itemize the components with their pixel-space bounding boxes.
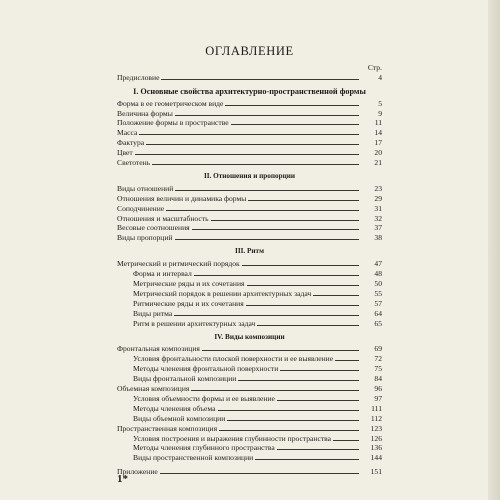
toc-entry [117, 147, 382, 157]
toc-entry [117, 232, 382, 242]
toc-entry [117, 433, 382, 443]
printer-signature-mark: 1* [117, 473, 128, 485]
toc-entry-page: 20 [374, 148, 382, 158]
toc-entry-page: 21 [374, 158, 382, 168]
toc-entry-page: 111 [371, 403, 382, 413]
section-heading: II. Отношения и пропорции [203, 172, 296, 181]
toc-entry-label: Фактура [117, 138, 145, 148]
toc-entry-page: 151 [370, 467, 382, 477]
dotted-leader [160, 473, 359, 474]
toc-entry [117, 183, 382, 193]
dotted-leader [202, 350, 359, 351]
toc-entry-label: Методы членения глубинного пространства [133, 443, 275, 453]
toc-entry [117, 423, 382, 433]
toc-sections [117, 87, 382, 463]
toc-entry-page: 31 [374, 203, 382, 213]
toc-entry-page: 5 [378, 98, 382, 108]
toc-entry [117, 298, 382, 308]
toc-entry [117, 452, 382, 462]
toc-entry [117, 203, 382, 213]
toc-entry-page: 4 [378, 72, 382, 82]
toc-entry [117, 193, 382, 203]
toc-entry [117, 98, 382, 108]
toc-entry-page: 38 [374, 233, 382, 243]
toc-entry-page: 50 [374, 279, 382, 289]
dotted-leader [227, 420, 359, 421]
toc-entry-label: Объемная композиция [117, 384, 190, 394]
toc-entry-page: 23 [374, 183, 382, 193]
toc-entry-label: Виды отношений [117, 183, 174, 193]
toc-entry [117, 403, 382, 413]
toc-entry-label: Виды ритма [133, 308, 173, 318]
dotted-leader [175, 115, 359, 116]
dotted-leader [161, 79, 359, 80]
toc-entry-page: 9 [378, 108, 382, 118]
toc-entry-page: 57 [374, 298, 382, 308]
toc-entry [117, 288, 382, 298]
toc-entry [117, 353, 382, 363]
dotted-leader [191, 390, 359, 391]
toc-entry-page: 96 [374, 384, 382, 394]
toc-entry-label: Ритм в решении архитектурных задач [133, 318, 256, 328]
dotted-leader [231, 124, 359, 125]
dotted-leader [146, 144, 359, 145]
dotted-leader [255, 459, 359, 460]
toc-entry [117, 308, 382, 318]
toc-entry [117, 318, 382, 328]
toc-entry-page: 97 [374, 393, 382, 403]
dotted-leader [277, 400, 359, 401]
page-column-header [117, 62, 382, 72]
dotted-leader [192, 229, 359, 230]
dotted-leader [135, 154, 359, 155]
toc-entry-label: Светотень [117, 158, 151, 168]
toc-entry-page: 64 [374, 308, 382, 318]
dotted-leader [174, 315, 359, 316]
toc-entry-label: Методы членения фронтальной поверхности [133, 364, 279, 374]
toc-entry-page: 123 [370, 423, 382, 433]
toc-entry-appendix [117, 466, 382, 476]
toc-entry-label: Масса [117, 128, 138, 138]
toc-entry-label: Положение формы в пространстве [117, 118, 229, 128]
dotted-leader [242, 265, 359, 266]
toc-entry-page: 14 [374, 128, 382, 138]
page-edge [488, 0, 500, 500]
toc-entry-page: 144 [370, 453, 382, 463]
toc-entry [117, 213, 382, 223]
toc-entry [117, 393, 382, 403]
toc-entry [117, 118, 382, 128]
toc-entry-page: 11 [374, 118, 382, 128]
toc-entry-label: Виды пропорций [117, 233, 173, 243]
toc-entry-page: 32 [374, 213, 382, 223]
toc-entry-page: 47 [374, 259, 382, 269]
toc-entry-label: Отношения величин и динамика формы [117, 193, 247, 203]
dotted-leader [194, 275, 359, 276]
dotted-leader [280, 370, 359, 371]
toc-entry [117, 157, 382, 167]
section-heading: I. Основные свойства архитектурно-пространственной формы [133, 86, 366, 96]
toc-entry-label: Фронтальная композиция [117, 344, 200, 354]
toc-entry-label: Соподчинение [117, 203, 165, 213]
toc-entry-page: 69 [374, 344, 382, 354]
toc-entry-page: 136 [370, 443, 382, 453]
toc-entry [117, 137, 382, 147]
toc-entry-label: Приложение [117, 467, 158, 477]
toc-entry [117, 373, 382, 383]
dotted-leader [175, 239, 360, 240]
toc-entry-page: 65 [374, 318, 382, 328]
toc-entry-page: 84 [374, 374, 382, 384]
toc-entry [117, 344, 382, 354]
toc-title: ОГЛАВЛЕНИЕ [205, 44, 294, 58]
toc-entry [117, 223, 382, 233]
dotted-leader [218, 410, 359, 411]
toc-entry-label: Пространственная композиция [117, 423, 218, 433]
dotted-leader [313, 295, 359, 296]
toc-entry [117, 383, 382, 393]
toc-entry-label: Форма и интервал [133, 269, 192, 279]
section-heading: III. Ритм [235, 247, 264, 256]
dotted-leader [238, 380, 359, 381]
toc-entry-page: 126 [370, 433, 382, 443]
toc-entry-label: Методы членения объема [133, 403, 216, 413]
toc-entry-label: Виды фронтальной композиции [133, 374, 237, 384]
dotted-leader [248, 200, 359, 201]
dotted-leader [175, 190, 359, 191]
toc-entry-label: Предисловие [117, 72, 160, 82]
toc-entry-label: Форма в ее геометрическом виде [117, 98, 224, 108]
toc-entry-label: Виды объемной композиции [133, 413, 226, 423]
toc-entry-label: Ритмические ряды и их сочетания [133, 298, 244, 308]
toc-entry [117, 268, 382, 278]
toc-entry [117, 413, 382, 423]
dotted-leader [219, 430, 359, 431]
toc-entry [117, 108, 382, 118]
toc-entry-label: Отношения и масштабность [117, 213, 209, 223]
toc-entry-label: Условия фронтальности плоской поверхности и ее выявление [133, 354, 334, 364]
dotted-leader [257, 325, 359, 326]
toc-entry-label: Величина формы [117, 108, 173, 118]
section-heading: IV. Виды композиции [214, 332, 285, 341]
page-column-header-label: Стр. [367, 62, 382, 72]
dotted-leader [333, 440, 359, 441]
toc-entry-label: Условия объемности формы и ее выявление [133, 393, 275, 403]
dotted-leader [211, 220, 359, 221]
dotted-leader [247, 285, 359, 286]
toc-entry-page: 29 [374, 193, 382, 203]
toc-entry-label: Метрический и ритмический порядок [117, 259, 240, 269]
toc-entry-page: 37 [374, 223, 382, 233]
toc-entry-preface [117, 72, 382, 82]
toc-entry-label: Цвет [117, 148, 133, 158]
dotted-leader [225, 105, 359, 106]
toc-entry [117, 278, 382, 288]
toc-entry-label: Метрические ряды и их сочетания [133, 279, 245, 289]
toc-entry [117, 443, 382, 453]
dotted-leader [152, 164, 359, 165]
dotted-leader [246, 305, 359, 306]
toc-entry [117, 363, 382, 373]
toc-entry-label: Условия построения и выражения глубинности пространства [133, 433, 332, 443]
toc-entry-label: Метрический порядок в решении архитектурных задач [133, 288, 312, 298]
dotted-leader [139, 134, 359, 135]
toc-entry-page: 112 [370, 413, 382, 423]
toc-entry-label: Виды пространственной композиции [133, 453, 254, 463]
toc-entry-label: Весовые соотношения [117, 223, 190, 233]
dotted-leader [335, 360, 359, 361]
table-of-contents [117, 44, 382, 476]
toc-entry [117, 258, 382, 268]
toc-entry-page: 72 [374, 354, 382, 364]
toc-entry-page: 55 [374, 288, 382, 298]
toc-entry-page: 75 [374, 364, 382, 374]
dotted-leader [277, 449, 359, 450]
toc-entry-page: 17 [374, 138, 382, 148]
toc-entry-page: 48 [374, 269, 382, 279]
dotted-leader [166, 210, 359, 211]
toc-entry [117, 127, 382, 137]
